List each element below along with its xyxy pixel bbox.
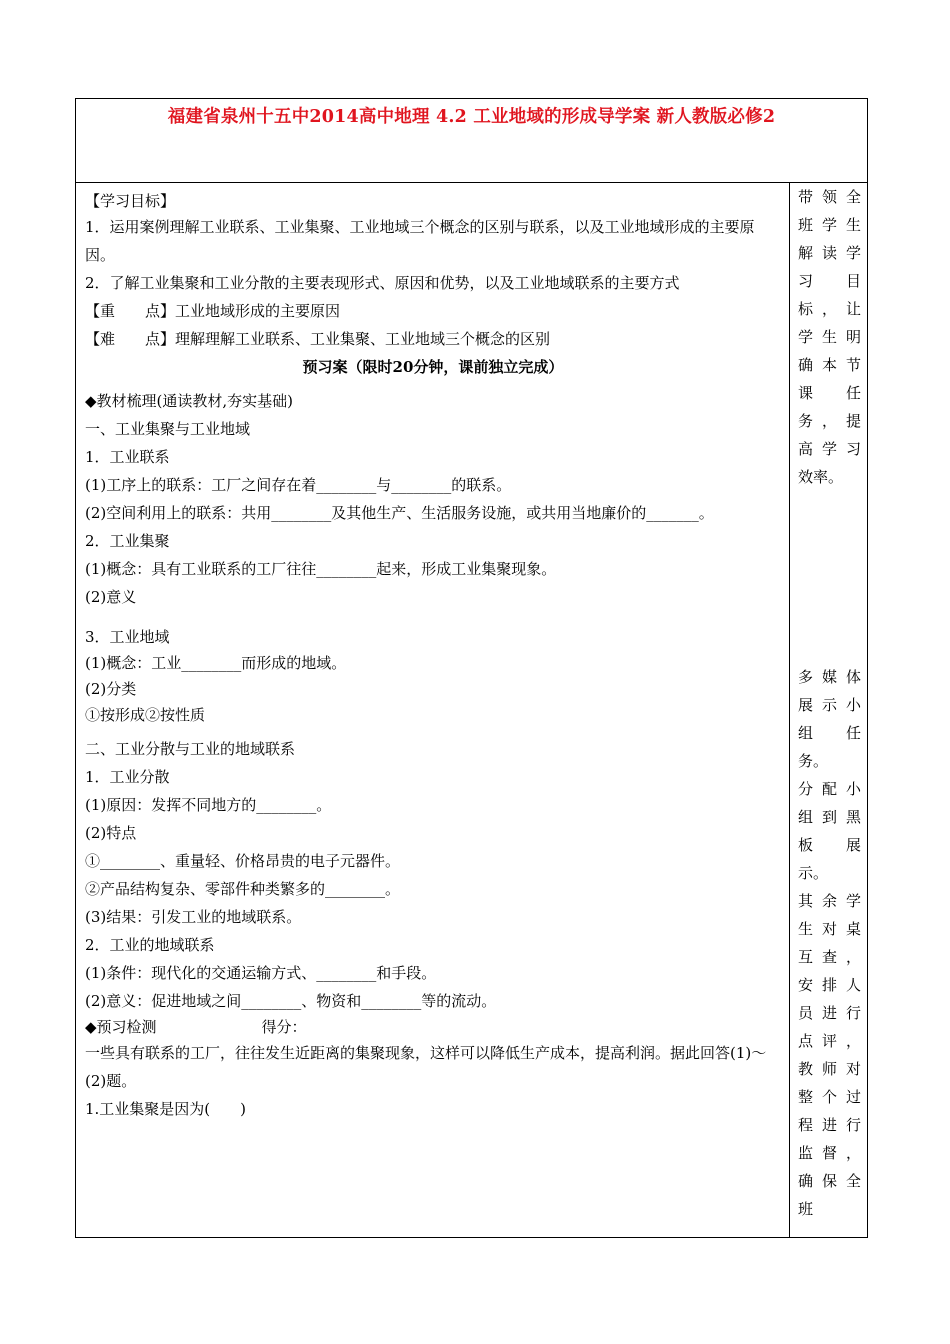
regional-linkage-conditions: (1)条件：现代化的交通运输方式、________和手段。: [85, 964, 437, 982]
note-line: 程进行: [798, 1116, 861, 1134]
note-line: 务，提: [798, 412, 861, 430]
section-2-heading: 二、工业分散与工业的地域联系: [85, 740, 296, 758]
note-line: 务。: [798, 752, 829, 770]
note-line: 习 目: [798, 272, 861, 290]
region-classification: (2)分类: [85, 680, 137, 698]
regional-linkage-significance: (2)意义：促进地域之间________、物资和________等的流动。: [85, 992, 497, 1010]
regional-linkage-heading: 2．工业的地域联系: [85, 936, 215, 954]
agglomeration-significance: (2)意义: [85, 588, 137, 606]
teaching-note-1: [798, 183, 861, 491]
note-line: 示。: [798, 864, 829, 882]
dispersion-feature-2: ②产品结构复杂、零部件种类繁多的________。: [85, 880, 401, 898]
note-line: 高学习: [798, 440, 861, 458]
dispersion-result: (3)结果：引发工业的地域联系。: [85, 908, 302, 926]
objective-2: 2．了解工业集聚和工业分散的主要表现形式、原因和优势，以及工业地域联系的主要方式: [85, 274, 680, 292]
note-line: 点评，: [798, 1032, 861, 1050]
note-line: 课 任: [798, 384, 861, 402]
note-line: 组 任: [798, 724, 861, 742]
note-line: 展示小: [798, 696, 861, 714]
main-content: [76, 183, 790, 1237]
note-line: 确保全: [798, 1172, 861, 1190]
question-1: 1.工业集聚是因为( ): [85, 1100, 247, 1118]
note-line: 员进行: [798, 1004, 861, 1022]
note-line: 带领全: [798, 188, 861, 206]
note-line: 互查，: [798, 948, 861, 966]
agglomeration-concept: (1)概念：具有工业联系的工厂往往________起来，形成工业集聚现象。: [85, 560, 557, 578]
note-line: 教师对: [798, 1060, 861, 1078]
note-line: 生对桌: [798, 920, 861, 938]
title-row: [76, 99, 867, 183]
section-1-heading: 一、工业集聚与工业地域: [85, 420, 251, 438]
linkage-space: (2)空间利用上的联系：共用________及其他生产、生活服务设施，或共用当地廉价的_______。: [85, 504, 714, 522]
teaching-note-2: [798, 663, 861, 1223]
objective-1: 1．运用案例理解工业联系、工业集聚、工业地域三个概念的区别与联系，以及工业地域形成的主要原因。: [85, 218, 755, 264]
page-title: 福建省泉州十五中2014高中地理 4.2 工业地域的形成导学案 新人教版必修2: [167, 107, 776, 127]
objectives-heading: 【学习目标】: [85, 192, 176, 210]
worksheet-table: [75, 98, 868, 1238]
preview-heading: 预习案（限时20分钟，课前独立完成）: [302, 358, 564, 376]
note-line: 学生明: [798, 328, 861, 346]
note-line: 解读学: [798, 244, 861, 262]
dispersion-features: (2)特点: [85, 824, 137, 842]
note-line: 其余学: [798, 892, 861, 910]
teaching-notes-column: [790, 183, 867, 1237]
industrial-dispersion-heading: 1．工业分散: [85, 768, 170, 786]
note-line: 班: [798, 1200, 814, 1218]
dispersion-feature-1: ①________、重量轻、价格昂贵的电子元器件。: [85, 852, 401, 870]
textbook-review-heading: ◆教材梳理(通读教材,夯实基础): [85, 392, 294, 410]
key-point: 【重 点】工业地域形成的主要原因: [85, 302, 341, 320]
note-line: 班学生: [798, 216, 861, 234]
region-concept: (1)概念：工业________而形成的地域。: [85, 654, 347, 672]
preview-test-heading: ◆预习检测 得分：: [85, 1018, 307, 1036]
industrial-linkage-heading: 1．工业联系: [85, 448, 170, 466]
note-line: 整个过: [798, 1088, 861, 1106]
difficult-point: 【难 点】理解理解工业联系、工业集聚、工业地域三个概念的区别: [85, 330, 551, 348]
linkage-process: (1)工序上的联系：工厂之间存在着________与________的联系。: [85, 476, 512, 494]
note-line: 效率。: [798, 468, 844, 486]
dispersion-cause: (1)原因：发挥不同地方的________。: [85, 796, 332, 814]
note-line: 监督，: [798, 1144, 861, 1162]
note-line: 多媒体: [798, 668, 861, 686]
note-line: 安排人: [798, 976, 861, 994]
note-line: 标，让: [798, 300, 861, 318]
industrial-agglomeration-heading: 2．工业集聚: [85, 532, 170, 550]
region-classification-types: ①按形成②按性质: [85, 706, 206, 724]
preview-test-intro: 一些具有联系的工厂，往往发生近距离的集聚现象，这样可以降低生产成本，提高利润。据此回答(1)～(2)题。: [85, 1044, 767, 1090]
industrial-region-heading: 3．工业地域: [85, 628, 170, 646]
note-line: 确本节: [798, 356, 861, 374]
note-line: 分配小: [798, 780, 861, 798]
note-line: 板 展: [798, 836, 861, 854]
note-line: 组到黑: [798, 808, 861, 826]
